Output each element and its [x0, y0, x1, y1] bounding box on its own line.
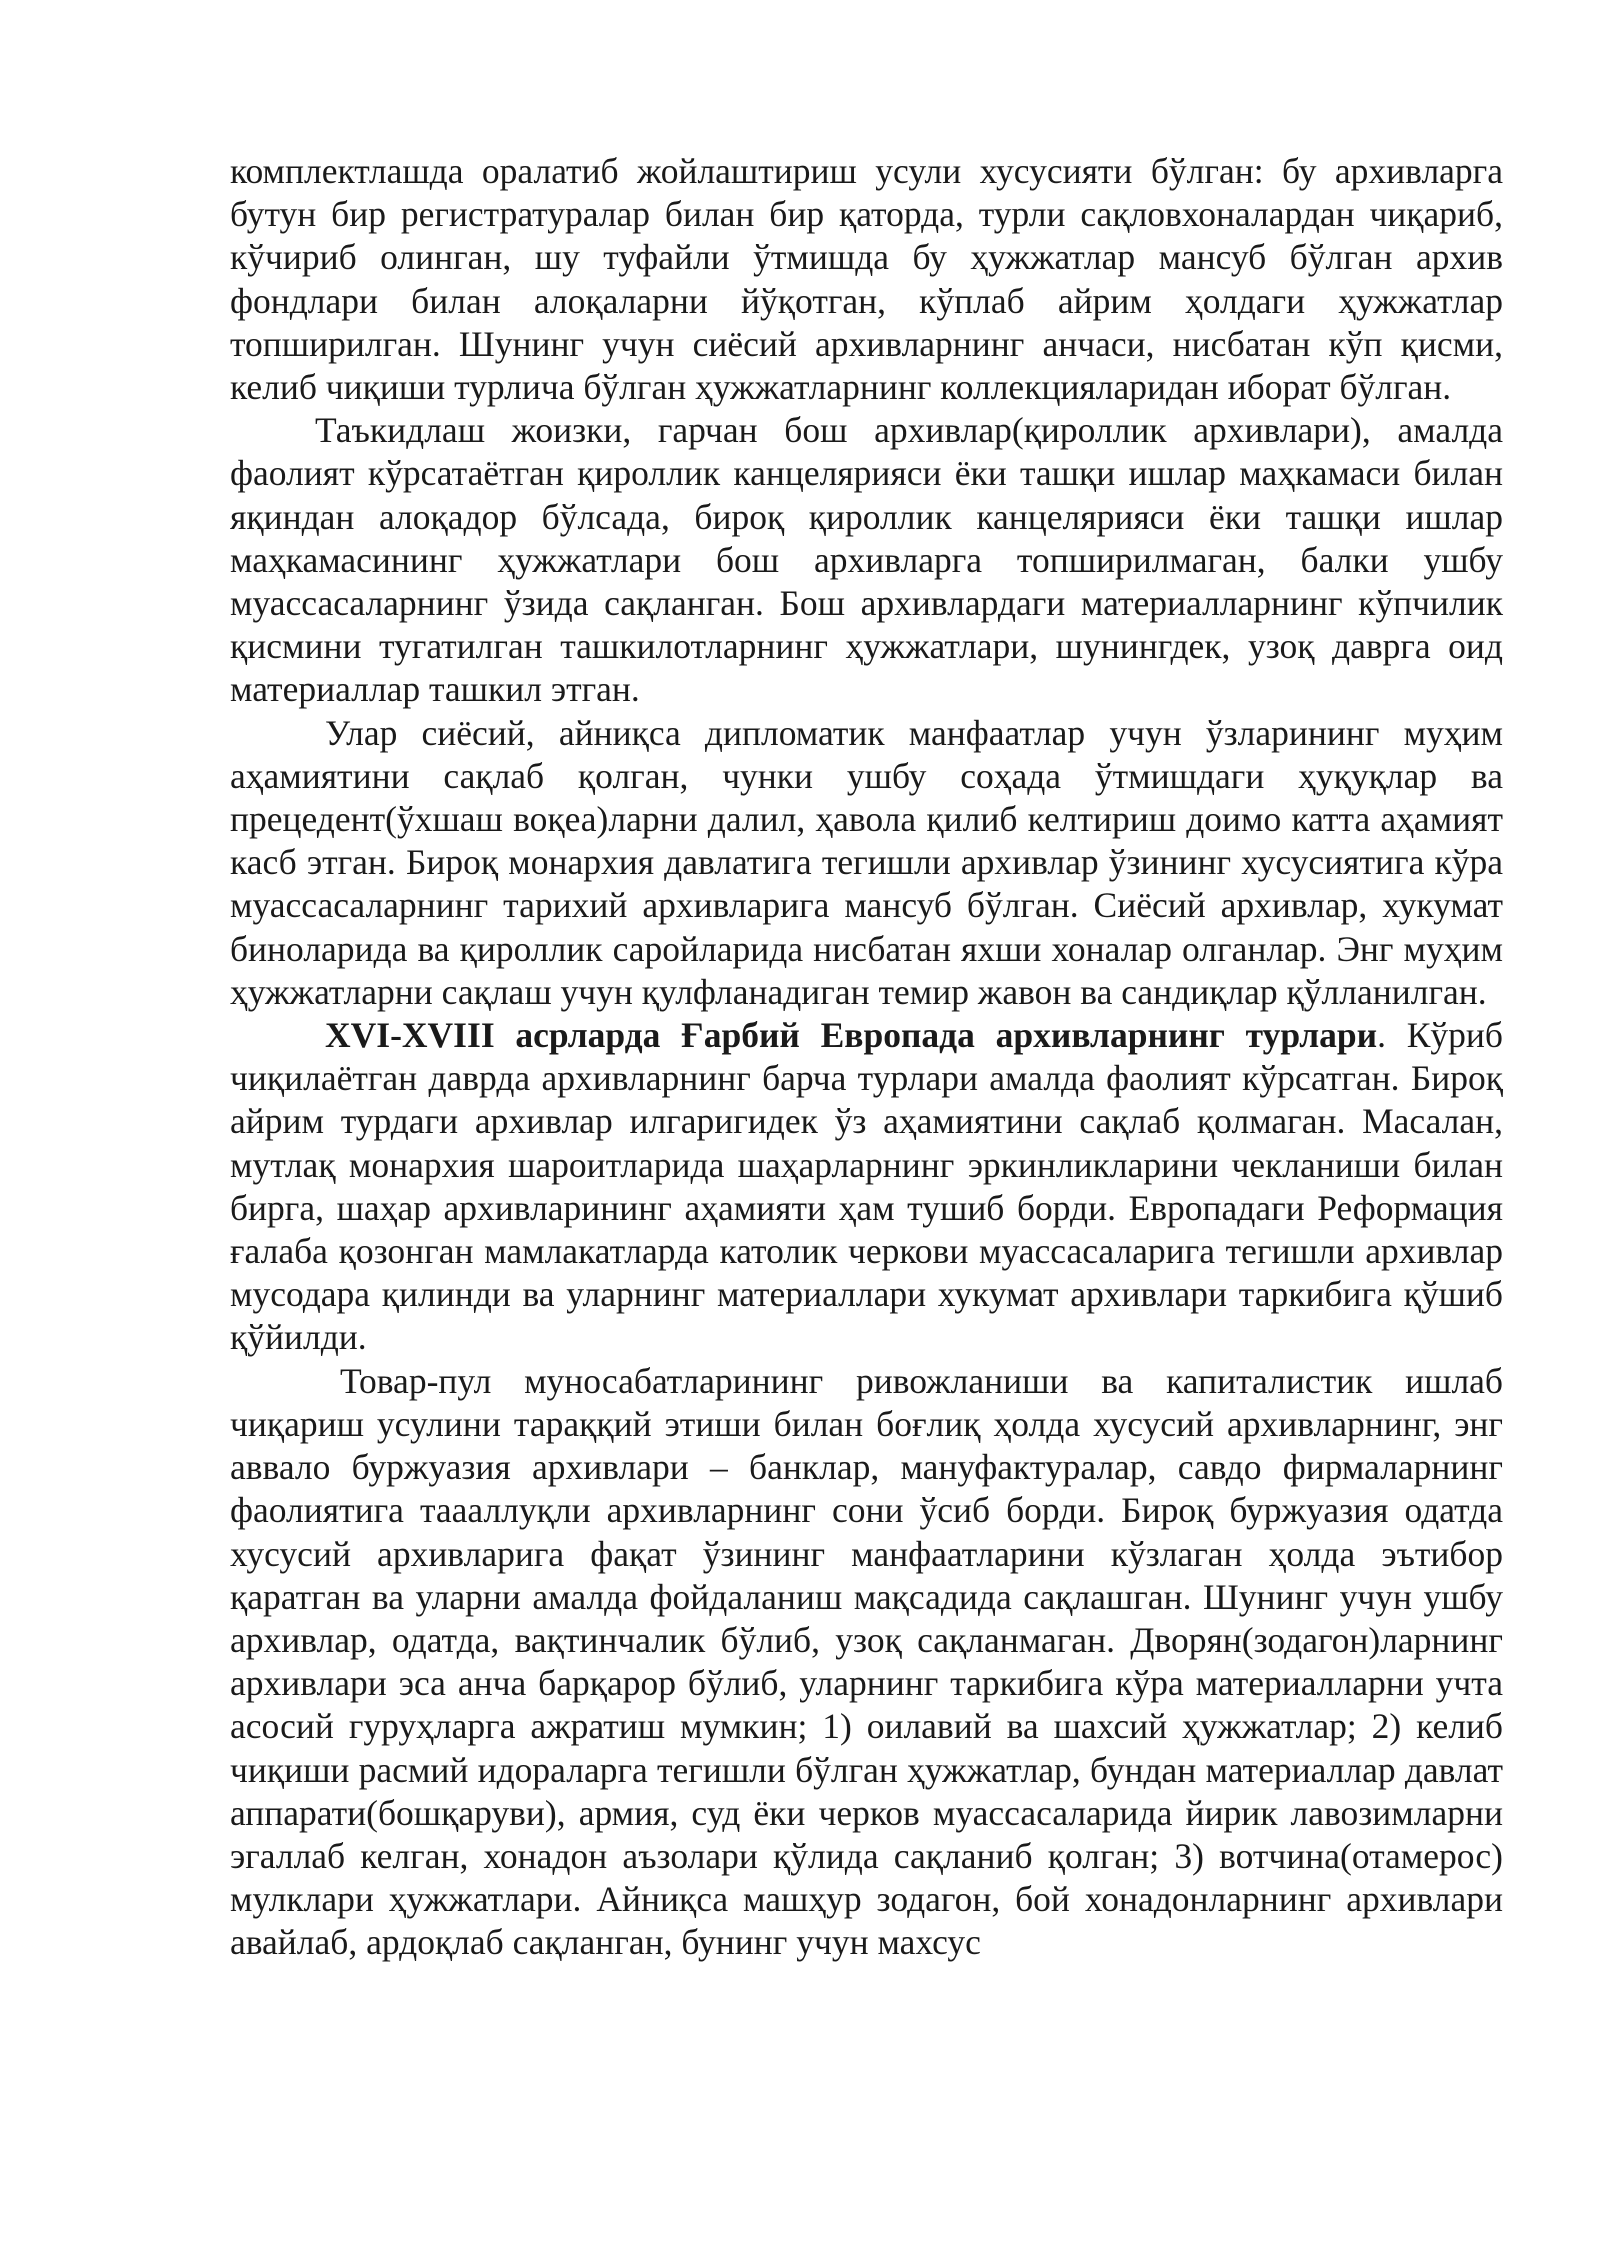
- paragraph-5-text: Товар-пул муносабатларининг ривожланиши ва капиталистик ишлаб чиқариш усулини тараққий этиши билан боғлиқ ҳолда хусусий архивларнинг, энг аввало буржуазия архивлари – банклар, мануфактуралар, савдо фирмаларнинг фаолиятига таааллуқли архивларнинг сони ўсиб борди. Бироқ буржуазия одатда хусусий архивларига фақат ўзининг манфаатларини кўзлаган ҳолда эътибор қаратган ва уларни амалда фойдаланиш мақсадида сақлашган. Шунинг учун ушбу архивлар, одатда, вақтинчалик бўлиб, узоқ сақланмаган. Дворян(зодагон)ларнинг архивлари эса анча барқарор бўлиб, уларнинг таркибига кўра материалларни учта асосий гуруҳларга ажратиш мумкин; 1) оилавий ва шахсий ҳужжатлар; 2) келиб чиқиши расмий идораларга тегишли бўлган ҳужжатлар, бундан материаллар давлат аппарати(бошқаруви), армия, суд ёки черков муассасаларида йирик лавозимларни эгаллаб келган, хонадон аъзолари қўлида сақланиб қолган; 3) вотчина(отамерос) мулклари ҳужжатлари. Айниқса машҳур зодагон, бой хонадонларнинг архивлари авайлаб, ардоқлаб сақланган, бунинг учун махсус: [230, 1360, 1503, 1963]
- paragraph-4-text: . Кўриб чиқилаётган даврда архивларнинг барча турлари амалда фаолият кўрсатган. Бироқ айрим турдаги архивлар илгаригидек ўз аҳамиятини сақлаб қолмаган. Масалан, мутлақ монархия шароитларида шаҳарларнинг эркинликларини чекланиши билан бирга, шаҳар архивларининг аҳамияти ҳам тушиб борди. Европадаги Реформация ғалаба қозонган мамлакатларда католик черкови муассасаларига тегишли архивлар мусодара қилинди ва уларнинг материаллари хукумат архивлари таркибига қўшиб қўйилди.: [230, 1015, 1503, 1358]
- paragraph-2: [230, 409, 1503, 711]
- section-heading: XVI-XVIII асрларда Ғарбий Европада архивларнинг турлари: [325, 1015, 1378, 1056]
- paragraph-3: [230, 712, 1503, 1014]
- document-page: [230, 150, 1503, 1965]
- paragraph-3-text: Улар сиёсий, айниқса дипломатик манфаатлар учун ўзларининг муҳим аҳамиятини сақлаб қолган, чунки ушбу соҳада ўтмишдаги ҳуқуқлар ва прецедент(ўхшаш воқеа)ларни далил, ҳавола қилиб келтириш доимо катта аҳамият касб этган. Бироқ монархия давлатига тегишли архивлар ўзининг хусусиятига кўра муассасаларнинг тарихий архивларига мансуб бўлган. Сиёсий архивлар, хукумат биноларида ва қироллик саройларида нисбатан яхши хоналар олганлар. Энг муҳим ҳужжатларни сақлаш учун қулфланадиган темир жавон ва сандиқлар қўлланилган.: [230, 712, 1503, 1012]
- paragraph-2-text: Таъкидлаш жоизки, гарчан бош архивлар(қироллик архивлари), амалда фаолият кўрсатаётган қироллик канцелярияси ёки ташқи ишлар маҳкамаси билан яқиндан алоқадор бўлсада, бироқ қироллик канцелярияси ёки ташқи ишлар маҳкамасининг ҳужжатлари бош архивларга топширилмаган, балки ушбу муассасаларнинг ўзида сақланган. Бош архивлардаги материалларнинг кўпчилик қисмини тугатилган ташкилотларнинг ҳужжатлари, шунингдек, узоқ даврга оид материаллар ташкил этган.: [230, 410, 1503, 710]
- paragraph-1: [230, 150, 1503, 409]
- paragraph-4: [230, 1014, 1503, 1360]
- paragraph-5: [230, 1360, 1503, 1965]
- paragraph-1-text: комплектлашда оралатиб жойлаштириш усули хусусияти бўлган: бу архивларга бутун бир регистратуралар билан бир қаторда, турли сақловхоналардан чиқариб, кўчириб олинган, шу туфайли ўтмишда бу ҳужжатлар мансуб бўлган архив фондлари билан алоқаларни йўқотган, кўплаб айрим ҳолдаги ҳужжатлар топширилган. Шунинг учун сиёсий архивларнинг анчаси, нисбатан кўп қисми, келиб чиқиши турлича бўлган ҳужжатларнинг коллекцияларидан иборат бўлган.: [230, 151, 1503, 408]
